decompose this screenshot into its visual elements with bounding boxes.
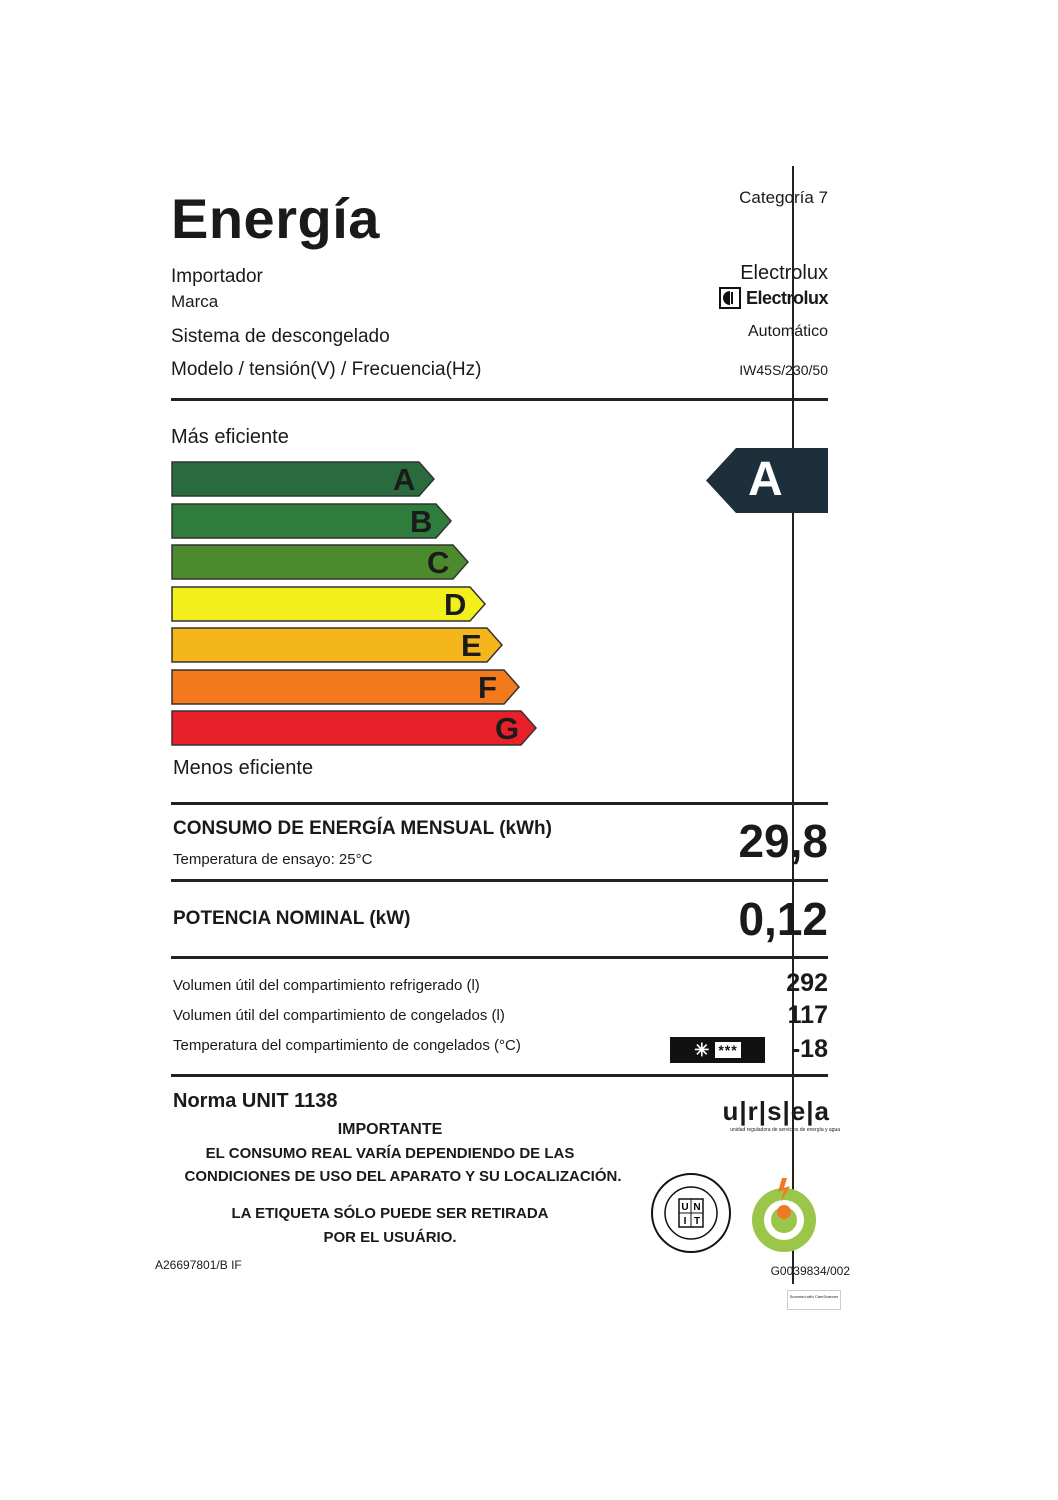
less-efficient-label: Menos eficiente [173, 757, 314, 779]
efficiency-letter-g: G [495, 711, 520, 746]
power-label: POTENCIA NOMINAL (kW) [173, 908, 411, 929]
removal-line-2: POR EL USUÁRIO. [323, 1229, 457, 1246]
efficiency-letter-d: D [444, 586, 467, 622]
efficiency-letter-c: C [427, 545, 450, 580]
importer-value: Electrolux [740, 262, 828, 284]
efficiency-bar-c [171, 544, 469, 580]
energy-efficiency-seal-icon [738, 1170, 830, 1256]
category-text: Categoría 7 [739, 188, 828, 207]
efficiency-letter-e: E [461, 628, 482, 663]
efficiency-bar-e [171, 627, 503, 663]
rating-letter: A [748, 453, 783, 506]
divider-line [171, 879, 828, 882]
importer-label: Importador [171, 266, 263, 287]
ursea-logo [722, 1096, 841, 1133]
freezer-temp-value: -18 [791, 1035, 828, 1063]
electrolux-icon [719, 287, 741, 309]
model-label: Modelo / tensión(V) / Frecuencia(Hz) [171, 359, 482, 380]
efficiency-letter-f: F [478, 669, 497, 705]
norm-label: Norma UNIT 1138 [173, 1090, 338, 1112]
efficiency-letter-a: A [393, 462, 416, 497]
model-value: IW45S/230/50 [739, 362, 828, 378]
efficiency-bar-f [171, 669, 520, 705]
svg-text:N: N [693, 1202, 701, 1213]
divider-line [171, 1074, 828, 1077]
document-code-left: A26697801/B IF [155, 1258, 242, 1272]
efficiency-bar-a [171, 461, 435, 497]
defrost-value: Automático [747, 323, 828, 340]
svg-text:U: U [681, 1202, 689, 1213]
important-label: IMPORTANTE [337, 1121, 443, 1138]
defrost-label: Sistema de descongelado [171, 326, 390, 347]
efficiency-bar-g [171, 710, 537, 746]
brand-value: Electrolux [745, 287, 828, 308]
power-value: 0,12 [738, 893, 828, 945]
test-temperature-label: Temperatura de ensayo: 25°C [173, 851, 373, 868]
fridge-volume-label: Volumen útil del compartimiento refrigerado (l) [173, 977, 480, 994]
rating-arrow [706, 448, 828, 513]
document-code-right: G0039834/002 [770, 1264, 850, 1278]
efficiency-bar-d [171, 586, 486, 622]
notice-line-1: EL CONSUMO REAL VARÍA DEPENDIENDO DE LAS [205, 1145, 575, 1162]
svg-text:T: T [693, 1216, 701, 1227]
freezer-star-rating [670, 1037, 765, 1063]
consumption-label: CONSUMO DE ENERGÍA MENSUAL (kWh) [173, 818, 552, 839]
brand-logo [719, 287, 828, 309]
freezer-temp-label: Temperatura del compartimiento de congelados (°C) [173, 1037, 521, 1054]
divider-line [171, 802, 828, 805]
label-title: Energía [171, 187, 380, 250]
ursea-wordmark: u|r|s|e|a [722, 1096, 830, 1126]
consumption-value: 29,8 [738, 815, 828, 867]
star-icons: *** [715, 1042, 740, 1058]
efficiency-bar-b [171, 503, 452, 539]
freezer-volume-value: 117 [787, 1001, 828, 1029]
svg-text:I: I [683, 1216, 687, 1227]
efficiency-letter-b: B [410, 503, 433, 539]
brand-label: Marca [171, 292, 219, 311]
divider-line [171, 398, 828, 401]
freezer-volume-label: Volumen útil del compartimiento de congelados (l) [173, 1007, 505, 1024]
divider-line [171, 956, 828, 959]
scanner-stamp: Scanned with CamScanner [787, 1290, 841, 1310]
removal-line-1: LA ETIQUETA SÓLO PUEDE SER RETIRADA [231, 1205, 549, 1222]
energy-label [155, 166, 850, 1311]
fridge-volume-value: 292 [786, 969, 828, 997]
snowflake-icon: ✳ [694, 1039, 710, 1060]
ursea-subtitle: unidad reguladora de servicios de energía y agua [730, 1127, 841, 1133]
more-efficient-label: Más eficiente [171, 426, 289, 448]
unit-seal-icon [650, 1172, 732, 1254]
notice-line-2: CONDICIONES DE USO DEL APARATO Y SU LOCALIZACIÓN. [184, 1168, 622, 1185]
